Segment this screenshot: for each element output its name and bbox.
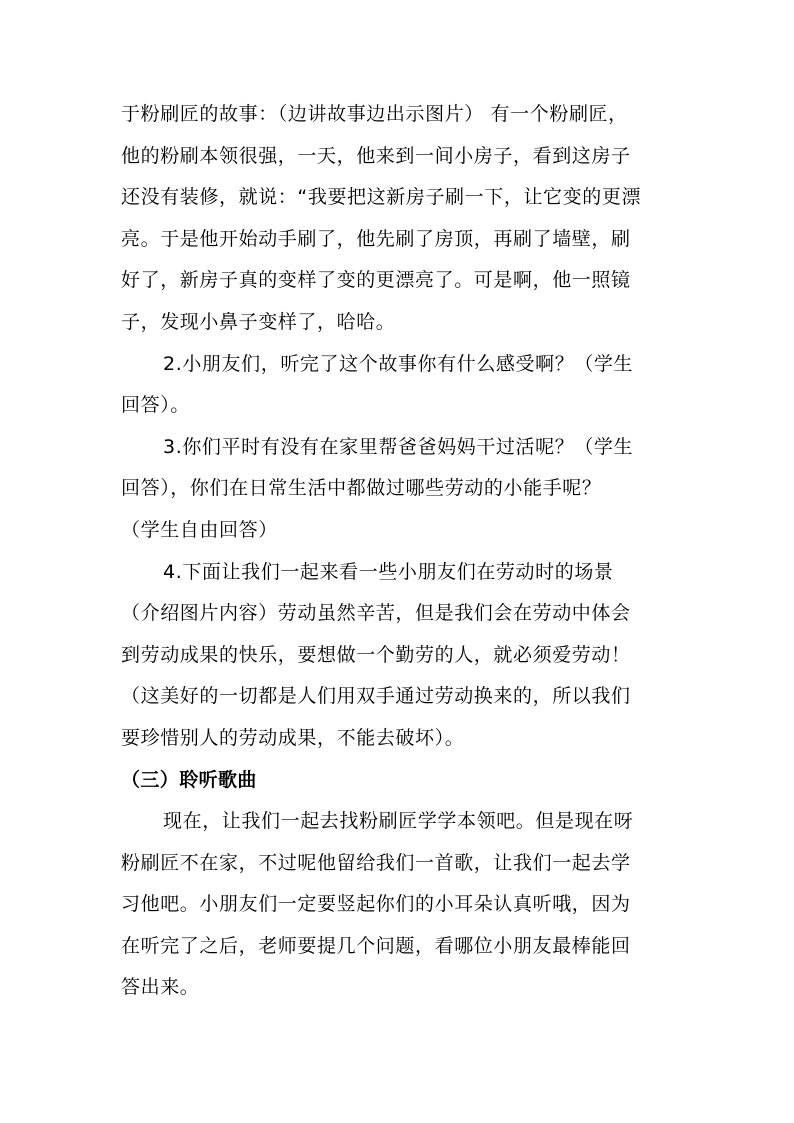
text-line: 回答），你们在日常生活中都做过哪些劳动的小能手呢？ <box>121 477 602 500</box>
text-line: 4.下面让我们一起来看一些小朋友们在劳动时的场景 <box>163 560 614 583</box>
text-line: 2.小朋友们，听完了这个故事你有什么感受啊？（学生 <box>163 352 634 375</box>
text-line: 到劳动成果的快乐，要想做一个勤劳的人，就必须爱劳动！ <box>121 643 631 666</box>
text-line: 3.你们平时有没有在家里帮爸爸妈妈干过活呢？（学生 <box>163 435 634 458</box>
section-heading: （三）聆听歌曲 <box>121 768 257 791</box>
text-line: 回答）。 <box>121 394 190 417</box>
text-line: 还没有装修，就说：“我要把这新房子刷一下，让它变的更漂 <box>121 186 642 209</box>
text-line: 习他吧。小朋友们一定要竖起你们的小耳朵认真听哦，因为 <box>121 893 631 916</box>
text-line: 好了，新房子真的变样了变的更漂亮了。可是啊，他一照镜 <box>121 269 631 292</box>
text-line: 于粉刷匠的故事：（边讲故事边出示图片） 有一个粉刷匠， <box>121 103 628 125</box>
text-line: （介绍图片内容）劳动虽然辛苦，但是我们会在劳动中体会 <box>121 602 631 625</box>
text-line: 他的粉刷本领很强，一天，他来到一间小房子，看到这房子 <box>121 144 631 167</box>
text-line: 粉刷匠不在家，不过呢他留给我们一首歌，让我们一起去学 <box>121 851 631 874</box>
text-line: 在听完了之后，老师要提几个问题，看哪位小朋友最棒能回 <box>121 934 631 957</box>
text-line: 子，发现小鼻子变样了，哈哈。 <box>121 310 396 333</box>
document-body <box>121 94 681 1009</box>
text-line: 要珍惜别人的劳动成果，不能去破坏）。 <box>121 726 465 749</box>
text-line: 亮。于是他开始动手刷了，他先刷了房顶，再刷了墙壁，刷 <box>121 227 631 250</box>
text-line: 答出来。 <box>121 976 200 999</box>
text-line: （这美好的一切都是人们用双手通过劳动换来的，所以我们 <box>121 685 631 708</box>
text-line: （学生自由回答） <box>121 518 278 541</box>
text-line: 现在，让我们一起去找粉刷匠学学本领吧。但是现在呀 <box>163 810 634 833</box>
